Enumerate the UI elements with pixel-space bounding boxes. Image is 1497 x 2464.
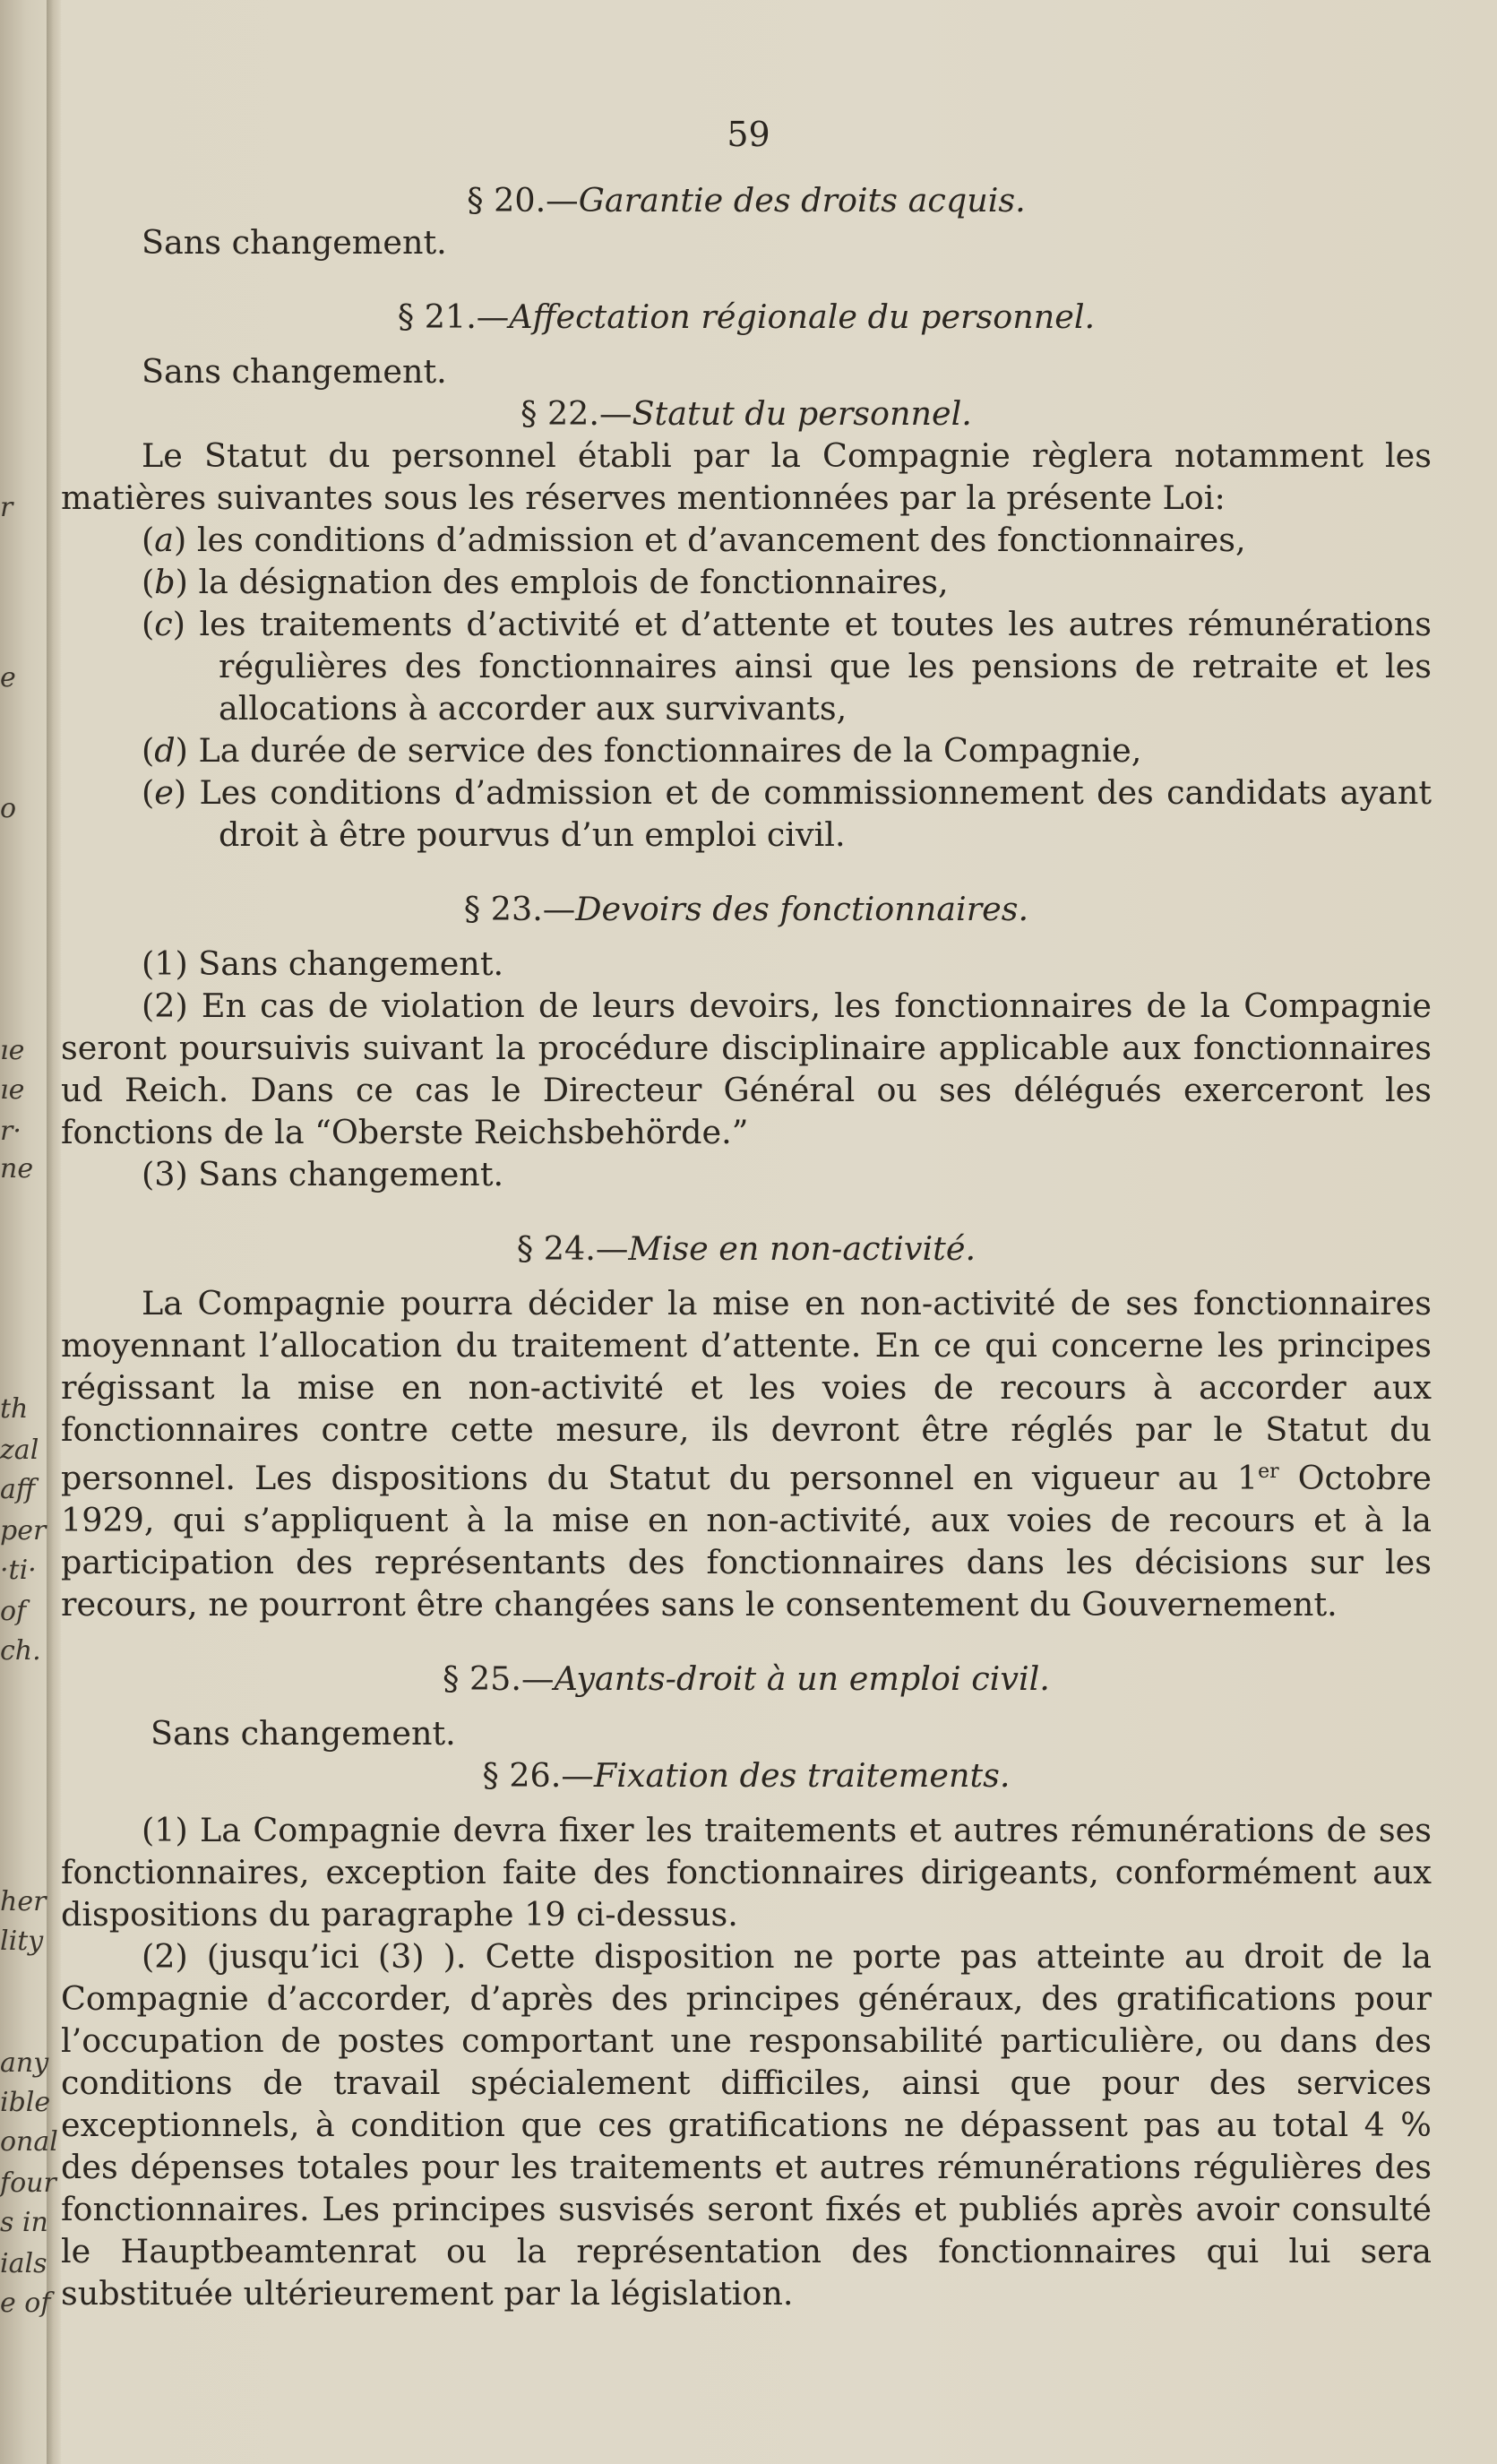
section-heading-26 bbox=[61, 1754, 1432, 1796]
margin-fragment: lity bbox=[0, 1926, 44, 1957]
body-text bbox=[61, 179, 1432, 2314]
margin-fragment: her bbox=[0, 1886, 47, 1917]
list-item: (d) La durée de service des fonctionnaires de la Compagnie, bbox=[142, 731, 1142, 770]
margin-fragment: aff bbox=[0, 1474, 36, 1505]
section-title: Ayants-droit à un emploi civil. bbox=[554, 1659, 1050, 1699]
margin-fragment: e bbox=[0, 662, 16, 694]
margin-fragment: ch. bbox=[0, 1635, 41, 1667]
margin-fragment: per bbox=[0, 1515, 47, 1546]
section-text-20: Sans changement. bbox=[142, 223, 447, 262]
list-item-text: les traitements d’activité et d’attente et toutes les autres rémunérations régulières des fonctionnaires ainsi que les pensions de retraite et les allocations à accorder aux survivants, bbox=[199, 605, 1432, 728]
margin-fragment: ıe bbox=[0, 1035, 25, 1066]
section-text-21: Sans changement. bbox=[142, 352, 447, 391]
section-heading-23 bbox=[61, 888, 1432, 930]
margin-fragment: four bbox=[0, 2167, 56, 2199]
list-label: a bbox=[154, 521, 175, 559]
section-number: § 21.— bbox=[397, 297, 510, 336]
section-heading-24 bbox=[61, 1228, 1432, 1270]
margin-fragment: ne bbox=[0, 1153, 34, 1185]
section-number: § 25.— bbox=[443, 1659, 555, 1699]
list-label: b bbox=[154, 563, 176, 601]
paragraph-text: Octobre 1929, qui s’appliquent à la mise en non-activité, aux voies de recours et à la participation des représentants des fonctionnaires dans les décisions sur les recours, ne pourront être changées sans le consentement du Gouvernement. bbox=[61, 1459, 1432, 1624]
list-item-text: Les conditions d’admission et de commissionnement des candidats ayant droit à être pourvus d’un emploi civil. bbox=[199, 773, 1432, 854]
margin-fragment: of bbox=[0, 1596, 27, 1627]
section-title: Fixation des traitements. bbox=[593, 1756, 1011, 1796]
margin-fragment: s in bbox=[0, 2207, 48, 2238]
list-label: c bbox=[154, 605, 173, 643]
section-paragraph: (1) Sans changement. bbox=[142, 944, 504, 983]
list-item: (b) la désignation des emplois de fonctionnaires, bbox=[142, 563, 949, 601]
section-text-25: Sans changement. bbox=[151, 1714, 456, 1753]
margin-fragment: any bbox=[0, 2047, 49, 2079]
list-item-text: les conditions d’admission et d’avancement des fonctionnaires, bbox=[196, 521, 1246, 559]
list-item-text: La durée de service des fonctionnaires de la Compagnie, bbox=[198, 731, 1142, 770]
list-item-text: la désignation des emplois de fonctionnaires, bbox=[198, 563, 949, 601]
margin-fragment: ible bbox=[0, 2087, 51, 2118]
margin-fragment: th bbox=[0, 1393, 29, 1425]
list-label: d bbox=[154, 731, 176, 770]
section-number: § 23.— bbox=[463, 890, 576, 928]
paragraph-text: La Compagnie pourra décider la mise en non-activité de ses fonctionnaires moyennant l’allocation du traitement d’attente. En ce qui concerne les principes régissant la mise en non-activité et les voies de recours à accorder aux fonctionnaires contre cette mesure, ils devront être réglés par le Statut du personnel. Les dispositions du Statut du personnel en vigueur au 1 bbox=[61, 1284, 1432, 1498]
section-number: § 26.— bbox=[482, 1756, 594, 1796]
section-title: Garantie des droits acquis. bbox=[578, 181, 1026, 220]
list-item: (a) les conditions d’admission et d’avancement des fonctionnaires, bbox=[142, 521, 1246, 559]
section-heading-25 bbox=[61, 1658, 1432, 1700]
section-title: Devoirs des fonctionnaires. bbox=[575, 890, 1029, 928]
list-item: (c) les traitements d’activité et d’attente et toutes les autres rémunérations régulières des fonctionnaires ainsi que les pensions de retraite et les allocations à accorder aux survivants, bbox=[142, 605, 1432, 728]
margin-fragment: ials bbox=[0, 2248, 47, 2279]
margin-fragment: onal bbox=[0, 2126, 58, 2158]
section-heading-20 bbox=[61, 179, 1432, 221]
section-title: Mise en non-activité. bbox=[628, 1229, 976, 1268]
section-heading-22 bbox=[61, 392, 1432, 435]
section-title: Affectation régionale du personnel. bbox=[509, 297, 1096, 336]
section-number: § 24.— bbox=[516, 1229, 629, 1268]
section-intro-22: Le Statut du personnel établi par la Compagnie règlera notamment les matières suivantes sous les réserves mentionnées par la présente Loi: bbox=[61, 436, 1432, 517]
margin-fragment: r· bbox=[0, 1116, 22, 1147]
section-paragraph: (2) En cas de violation de leurs devoirs, les fonctionnaires de la Compagnie seront poursuivis suivant la procédure disciplinaire applicable aux fonctionnaires ud Reich. Dans ce cas le Directeur Général ou ses délégués exerceront les fonctions de la “Oberste Reichsbehörde.” bbox=[61, 986, 1432, 1151]
list-label: e bbox=[154, 773, 174, 812]
section-paragraph: (3) Sans changement. bbox=[142, 1155, 504, 1193]
margin-fragment: ·ti· bbox=[0, 1555, 37, 1586]
margin-fragment: o bbox=[0, 793, 17, 824]
margin-fragment: r bbox=[0, 492, 13, 523]
section-paragraph: (1) La Compagnie devra fixer les traitements et autres rémunérations de ses fonctionnaires, exception faite des fonctionnaires dirigeants, conformément aux dispositions du paragraphe 19 ci-dessus. bbox=[61, 1811, 1432, 1934]
superscript: er bbox=[1258, 1460, 1279, 1483]
list-item: (e) Les conditions d’admission et de commissionnement des candidats ayant droit à être pourvus d’un emploi civil. bbox=[142, 773, 1432, 854]
section-number: § 22.— bbox=[521, 394, 632, 433]
section-title: Statut du personnel. bbox=[632, 394, 972, 433]
section-paragraph: (2) (jusqu’ici (3) ). Cette disposition ne porte pas atteinte au droit de la Compagnie d’accorder, d’après des principes généraux, des gratifications pour l’occupation de postes comportant une responsabilité particulière, ou dans des conditions de travail spécialement difficiles, ainsi que pour des services exceptionnels, à condition que ces gratifications ne dépassent pas au total 4 % des dépenses totales pour les traitements et autres rémunérations régulières des fonctionnaires. Les principes susvisés seront fixés et publiés après avoir consulté le Hauptbeamtenrat ou la représentation des fonctionnaires qui lui sera substituée ultérieurement par la législation. bbox=[61, 1937, 1432, 2313]
margin-fragment: zal bbox=[0, 1434, 39, 1466]
margin-fragment: e of bbox=[0, 2287, 51, 2319]
page-number: 59 bbox=[727, 115, 770, 154]
section-heading-21 bbox=[61, 296, 1432, 338]
margin-fragment: ıe bbox=[0, 1074, 25, 1106]
section-paragraph bbox=[61, 1282, 1432, 1625]
section-number: § 20.— bbox=[467, 181, 579, 220]
